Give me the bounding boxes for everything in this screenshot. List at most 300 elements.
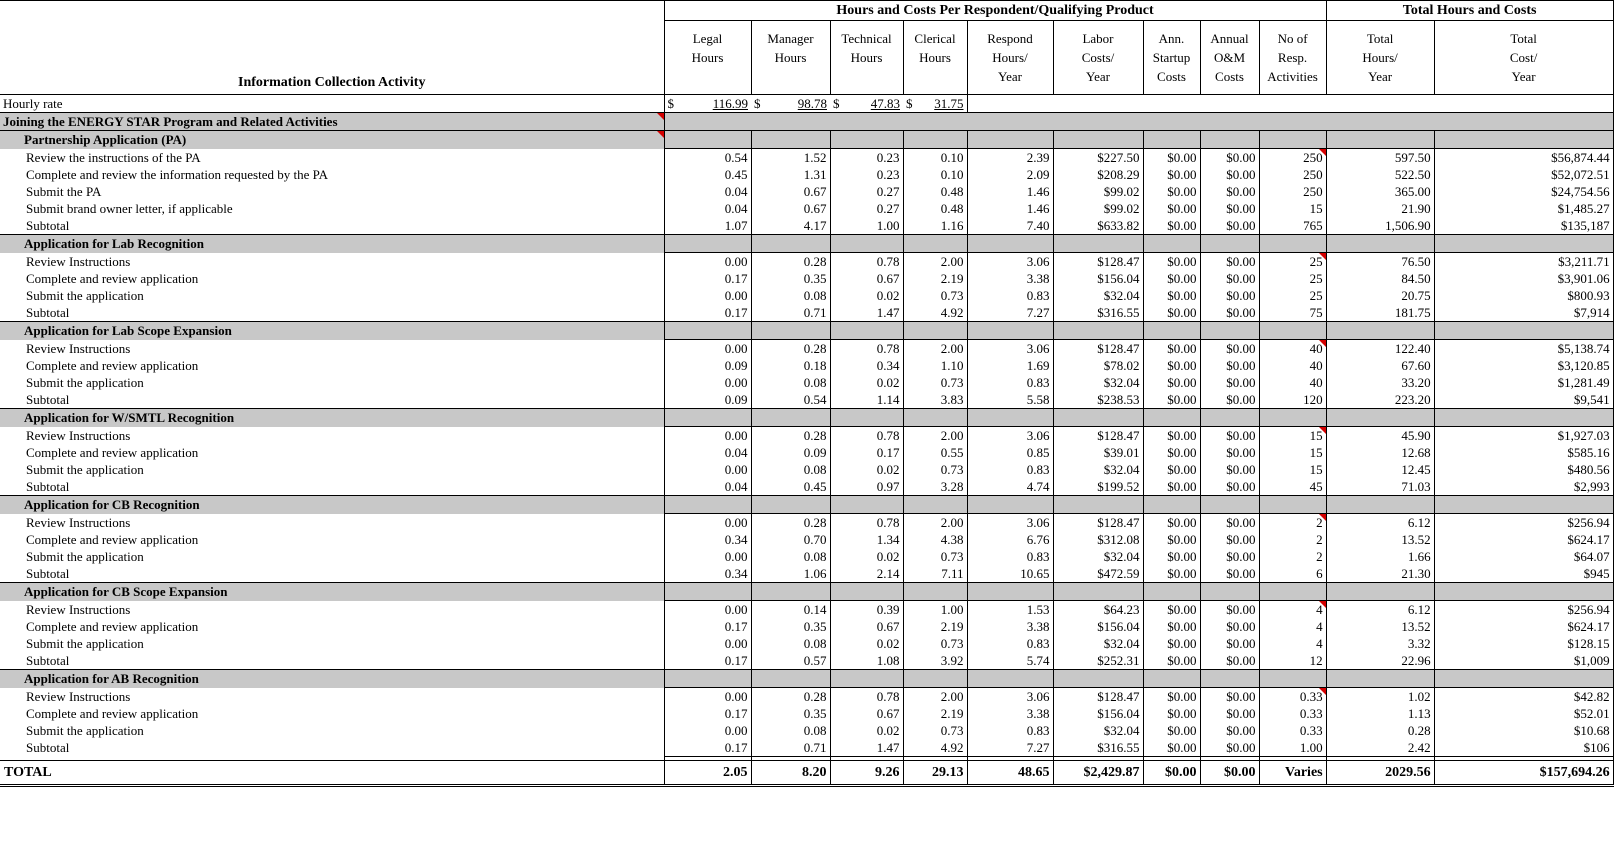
group-header-cell: [664, 409, 751, 427]
table-row: [0, 722, 1613, 739]
value-cell: 2: [1259, 514, 1326, 532]
value-cell: 0.78: [830, 514, 903, 532]
group-header-cell: [830, 235, 903, 253]
section-title: Joining the ENERGY STAR Program and Related Activities: [0, 113, 664, 131]
table-row: [0, 548, 1613, 565]
value-cell: 0.73: [903, 722, 967, 739]
value-cell: 0.09: [664, 391, 751, 409]
value-cell: $32.04: [1053, 722, 1143, 739]
value-cell: $0.00: [1143, 688, 1200, 706]
value-cell: $32.04: [1053, 635, 1143, 652]
value-cell: 0.97: [830, 478, 903, 496]
value-cell: $0.00: [1143, 705, 1200, 722]
value-cell: $1,281.49: [1434, 374, 1613, 391]
value-cell: $0.00: [1200, 705, 1259, 722]
group-title-application-for-ab-recognition: Application for AB Recognition: [0, 670, 664, 688]
value-cell: 0.33: [1259, 705, 1326, 722]
value-cell: 4.92: [903, 739, 967, 757]
group-header-cell: [903, 670, 967, 688]
value-cell: $0.00: [1143, 200, 1200, 217]
value-cell: 0.08: [751, 548, 830, 565]
activity-label: Submit the application: [26, 723, 144, 738]
activity-label: Complete and review the information requested by the PA: [26, 167, 329, 182]
group-title-application-for-cb-scope-expansion: Application for CB Scope Expansion: [0, 583, 664, 601]
value-cell: 0.09: [751, 444, 830, 461]
value-cell: 0.83: [967, 635, 1053, 652]
value-cell: 25: [1259, 253, 1326, 271]
value-cell: $0.00: [1143, 287, 1200, 304]
table-row: [0, 635, 1613, 652]
activity-label: Review the instructions of the PA: [26, 149, 201, 165]
value-cell: 2.00: [903, 340, 967, 358]
value-cell: $32.04: [1053, 374, 1143, 391]
group-header-cell: [830, 131, 903, 149]
value-cell: $0.00: [1200, 688, 1259, 706]
value-cell: 0.33: [1259, 688, 1326, 706]
activity-label: Complete and review application: [26, 532, 199, 547]
group-header-cell: [967, 131, 1053, 149]
value-cell: $128.47: [1053, 253, 1143, 271]
value-cell: 4: [1259, 618, 1326, 635]
total-value: 48.65: [967, 761, 1053, 786]
value-cell: $0.00: [1200, 427, 1259, 445]
total-value: Varies: [1259, 761, 1326, 786]
group-header-cell: [1434, 583, 1613, 601]
value-cell: 0.08: [751, 287, 830, 304]
value-cell: 0.35: [751, 618, 830, 635]
value-cell: 0.67: [751, 200, 830, 217]
value-cell: 2.19: [903, 618, 967, 635]
value-cell: 12: [1259, 652, 1326, 670]
value-cell: $0.00: [1200, 444, 1259, 461]
value-cell: 71.03: [1326, 478, 1434, 496]
value-cell: 0.27: [830, 183, 903, 200]
group-header-cell: [751, 131, 830, 149]
group-header-row: [0, 235, 1613, 253]
group-header-cell: [751, 409, 830, 427]
value-cell: $208.29: [1053, 166, 1143, 183]
hourly-rate-legal: $ 116.99: [664, 95, 751, 113]
comment-marker-icon[interactable]: [1319, 149, 1326, 156]
activity-label: Complete and review application: [26, 445, 199, 460]
value-cell: 2: [1259, 548, 1326, 565]
value-cell: 1.07: [664, 217, 751, 235]
value-cell: $0.00: [1200, 217, 1259, 235]
value-cell: 0.67: [830, 705, 903, 722]
group-header-cell: [903, 235, 967, 253]
value-cell: 0.54: [664, 149, 751, 167]
value-cell: 1.53: [967, 601, 1053, 619]
group-header-cell: [1143, 409, 1200, 427]
value-cell: 6.76: [967, 531, 1053, 548]
value-cell: 0.00: [664, 253, 751, 271]
subtotal-row: [0, 217, 1613, 235]
activity-label: Subtotal: [26, 305, 70, 320]
activity-label: Submit brand owner letter, if applicable: [26, 201, 233, 216]
value-cell: $0.00: [1200, 722, 1259, 739]
value-cell: $0.00: [1200, 601, 1259, 619]
col-header-line: Total: [1366, 31, 1394, 46]
value-cell: 0.00: [664, 340, 751, 358]
value-cell: 0.35: [751, 270, 830, 287]
col-header-line: Respond: [987, 31, 1033, 46]
value-cell: 7.40: [967, 217, 1053, 235]
activity-label: Subtotal: [26, 479, 70, 494]
group-header-cell: [830, 583, 903, 601]
group-header-cell: [903, 496, 967, 514]
group-header-cell: [664, 235, 751, 253]
value-cell: 7.27: [967, 739, 1053, 757]
value-cell: $0.00: [1200, 514, 1259, 532]
value-cell: $0.00: [1200, 166, 1259, 183]
value-cell: $0.00: [1200, 270, 1259, 287]
value-cell: $0.00: [1200, 618, 1259, 635]
value-cell: 0.73: [903, 374, 967, 391]
value-cell: 250: [1259, 183, 1326, 200]
value-cell: 2.39: [967, 149, 1053, 167]
value-cell: $0.00: [1143, 478, 1200, 496]
activity-label: Complete and review application: [26, 358, 199, 373]
col-header-line: Manager: [767, 31, 814, 46]
value-cell: $42.82: [1434, 688, 1613, 706]
value-cell: $0.00: [1143, 461, 1200, 478]
value-cell: $0.00: [1143, 618, 1200, 635]
table-row: [0, 601, 1613, 619]
value-cell: 0.02: [830, 722, 903, 739]
activity-label: Subtotal: [26, 740, 70, 756]
value-cell: $52,072.51: [1434, 166, 1613, 183]
value-cell: $0.00: [1143, 652, 1200, 670]
value-cell: $9,541: [1434, 391, 1613, 409]
value-cell: 0.17: [664, 739, 751, 757]
group-header-cell: [664, 322, 751, 340]
total-row: [0, 761, 1613, 786]
value-cell: $64.07: [1434, 548, 1613, 565]
value-cell: $256.94: [1434, 601, 1613, 619]
value-cell: 1.47: [830, 739, 903, 757]
value-cell: 0.04: [664, 444, 751, 461]
col-header-total-hours: [1326, 21, 1434, 95]
value-cell: 3.83: [903, 391, 967, 409]
comment-marker-icon[interactable]: [1319, 253, 1326, 260]
group-title-application-for-cb-recognition: Application for CB Recognition: [0, 496, 664, 514]
col-header-line: Labor: [1082, 31, 1114, 46]
group-header-cell: [664, 583, 751, 601]
value-cell: $0.00: [1143, 183, 1200, 200]
value-cell: $0.00: [1200, 183, 1259, 200]
col-header-legal-hours: [664, 21, 751, 95]
value-cell: 0.17: [664, 270, 751, 287]
value-cell: $0.00: [1143, 514, 1200, 532]
activity-label: Review Instructions: [26, 601, 131, 617]
group-header-cell: [1326, 235, 1434, 253]
table-row: [0, 287, 1613, 304]
value-cell: $0.00: [1143, 565, 1200, 583]
group-header-cell: [1053, 496, 1143, 514]
value-cell: 0.14: [751, 601, 830, 619]
col-header-line: Technical: [841, 31, 892, 46]
group-header-cell: [751, 322, 830, 340]
group-header-cell: [1143, 496, 1200, 514]
group-header-cell: [1143, 235, 1200, 253]
col-header-line: Costs: [1157, 69, 1186, 84]
table-row: [0, 340, 1613, 358]
group-header-cell: [967, 409, 1053, 427]
activity-label: Review Instructions: [26, 688, 131, 704]
group-header-row: [0, 670, 1613, 688]
value-cell: 0.83: [967, 548, 1053, 565]
total-value: 29.13: [903, 761, 967, 786]
group-header-cell: [830, 496, 903, 514]
value-cell: 250: [1259, 166, 1326, 183]
value-cell: 0.00: [664, 374, 751, 391]
group-header-cell: [1326, 131, 1434, 149]
value-cell: 0.09: [664, 357, 751, 374]
value-cell: 0.17: [664, 304, 751, 322]
group-header-per-respondent: Hours and Costs Per Respondent/Qualifying Product: [664, 1, 1326, 21]
col-header-total-cost: [1434, 21, 1613, 95]
group-header-cell: [1200, 496, 1259, 514]
value-cell: 0.10: [903, 149, 967, 167]
activity-label: Review Instructions: [26, 427, 131, 443]
value-cell: 3.06: [967, 427, 1053, 445]
group-header-cell: [1434, 496, 1613, 514]
value-cell: 1.34: [830, 531, 903, 548]
value-cell: 7.27: [967, 304, 1053, 322]
value-cell: $316.55: [1053, 739, 1143, 757]
value-cell: 765: [1259, 217, 1326, 235]
value-cell: 0.02: [830, 635, 903, 652]
value-cell: 2.00: [903, 688, 967, 706]
group-header-cell: [1259, 409, 1326, 427]
value-cell: 122.40: [1326, 340, 1434, 358]
value-cell: 0.02: [830, 287, 903, 304]
total-value: 9.26: [830, 761, 903, 786]
value-cell: $0.00: [1143, 635, 1200, 652]
group-header-cell: [903, 409, 967, 427]
value-cell: 13.52: [1326, 531, 1434, 548]
group-header-cell: [751, 583, 830, 601]
comment-marker-icon[interactable]: [1319, 427, 1326, 434]
value-cell: $24,754.56: [1434, 183, 1613, 200]
group-header-cell: [903, 322, 967, 340]
activity-label: Review Instructions: [26, 253, 131, 269]
group-header-cell: [1434, 322, 1613, 340]
value-cell: 3.38: [967, 618, 1053, 635]
group-header-cell: [1434, 409, 1613, 427]
value-cell: 0.83: [967, 287, 1053, 304]
value-cell: 22.96: [1326, 652, 1434, 670]
value-cell: 1.69: [967, 357, 1053, 374]
value-cell: 0.83: [967, 722, 1053, 739]
value-cell: $156.04: [1053, 270, 1143, 287]
value-cell: $0.00: [1143, 357, 1200, 374]
col-header-line: Hours: [774, 50, 807, 65]
group-header-cell: [1434, 131, 1613, 149]
group-header-cell: [751, 670, 830, 688]
value-cell: 12.45: [1326, 461, 1434, 478]
value-cell: 1.16: [903, 217, 967, 235]
table-row: [0, 200, 1613, 217]
group-title-application-for-lab-scope-expansion: Application for Lab Scope Expansion: [0, 322, 664, 340]
group-header-cell: [1053, 322, 1143, 340]
value-cell: $624.17: [1434, 618, 1613, 635]
table-row: [0, 270, 1613, 287]
value-cell: 0.35: [751, 705, 830, 722]
value-cell: 1.52: [751, 149, 830, 167]
col-header-line: Hours/: [1362, 50, 1398, 65]
col-header-line: Hours/: [992, 50, 1028, 65]
value-cell: $0.00: [1143, 374, 1200, 391]
value-cell: $800.93: [1434, 287, 1613, 304]
table-row: [0, 183, 1613, 200]
value-cell: 4.74: [967, 478, 1053, 496]
value-cell: 0.67: [830, 270, 903, 287]
col-header-line: Startup: [1152, 50, 1191, 65]
value-cell: 33.20: [1326, 374, 1434, 391]
group-header-cell: [664, 131, 751, 149]
value-cell: $99.02: [1053, 200, 1143, 217]
value-cell: $199.52: [1053, 478, 1143, 496]
value-cell: $0.00: [1143, 722, 1200, 739]
value-cell: $480.56: [1434, 461, 1613, 478]
group-header-cell: [830, 322, 903, 340]
value-cell: 0.17: [664, 618, 751, 635]
value-cell: $227.50: [1053, 149, 1143, 167]
total-value: 2.05: [664, 761, 751, 786]
value-cell: $106: [1434, 739, 1613, 757]
value-cell: 45.90: [1326, 427, 1434, 445]
table-row: [0, 461, 1613, 478]
activity-label: Review Instructions: [26, 514, 131, 530]
col-header-om-costs: [1200, 21, 1259, 95]
comment-marker-icon[interactable]: [1319, 514, 1326, 521]
group-header-cell: [1053, 670, 1143, 688]
group-header-cell: [967, 670, 1053, 688]
value-cell: $0.00: [1200, 652, 1259, 670]
hourly-rate-technical: $ 47.83: [830, 95, 903, 113]
value-cell: 0.28: [751, 253, 830, 271]
value-cell: 1.00: [830, 217, 903, 235]
value-cell: 1.00: [903, 601, 967, 619]
col-header-line: Costs/: [1081, 50, 1115, 65]
table-row: [0, 427, 1613, 445]
value-cell: 0.70: [751, 531, 830, 548]
value-cell: 0.28: [751, 427, 830, 445]
value-cell: 0.10: [903, 166, 967, 183]
value-cell: 0.00: [664, 427, 751, 445]
value-cell: $0.00: [1200, 149, 1259, 167]
group-header-row: [0, 583, 1613, 601]
total-label: TOTAL: [0, 761, 664, 786]
value-cell: $3,901.06: [1434, 270, 1613, 287]
value-cell: 45: [1259, 478, 1326, 496]
value-cell: 0.23: [830, 166, 903, 183]
value-cell: 0.34: [664, 565, 751, 583]
value-cell: $156.04: [1053, 705, 1143, 722]
value-cell: $238.53: [1053, 391, 1143, 409]
value-cell: 10.65: [967, 565, 1053, 583]
comment-marker-icon[interactable]: [1319, 340, 1326, 347]
value-cell: $252.31: [1053, 652, 1143, 670]
value-cell: 0.23: [830, 149, 903, 167]
value-cell: 7.11: [903, 565, 967, 583]
value-cell: 0.17: [664, 652, 751, 670]
comment-marker-icon[interactable]: [657, 113, 664, 120]
subtotal-row: [0, 478, 1613, 496]
subtotal-row: [0, 739, 1613, 757]
col-header-manager-hours: [751, 21, 830, 95]
comment-marker-icon[interactable]: [1319, 688, 1326, 695]
value-cell: 0.28: [751, 340, 830, 358]
value-cell: $0.00: [1143, 601, 1200, 619]
activity-label: Complete and review application: [26, 271, 199, 286]
value-cell: 3.28: [903, 478, 967, 496]
activity-column-header: Information Collection Activity: [0, 21, 664, 95]
group-header-cell: [967, 322, 1053, 340]
group-header-cell: [1143, 670, 1200, 688]
value-cell: 0.78: [830, 253, 903, 271]
col-header-line: Year: [1511, 69, 1536, 84]
value-cell: 15: [1259, 427, 1326, 445]
comment-marker-icon[interactable]: [1319, 601, 1326, 608]
group-header-cell: [1259, 496, 1326, 514]
value-cell: 1.06: [751, 565, 830, 583]
value-cell: 0.17: [664, 705, 751, 722]
value-cell: 3.32: [1326, 635, 1434, 652]
group-header-cell: [1200, 670, 1259, 688]
col-header-line: Cost/: [1509, 50, 1538, 65]
activity-label: Complete and review application: [26, 706, 199, 721]
value-cell: 0.71: [751, 739, 830, 757]
value-cell: $0.00: [1200, 531, 1259, 548]
activity-label: Complete and review application: [26, 619, 199, 634]
value-cell: 0.78: [830, 427, 903, 445]
value-cell: $32.04: [1053, 287, 1143, 304]
value-cell: 40: [1259, 357, 1326, 374]
value-cell: $3,211.71: [1434, 253, 1613, 271]
group-header-cell: [1053, 131, 1143, 149]
activity-label: Submit the application: [26, 462, 144, 477]
value-cell: 1.14: [830, 391, 903, 409]
value-cell: 1.10: [903, 357, 967, 374]
comment-marker-icon[interactable]: [657, 131, 664, 138]
group-header-cell: [1259, 235, 1326, 253]
value-cell: $0.00: [1200, 287, 1259, 304]
value-cell: $64.23: [1053, 601, 1143, 619]
total-value: 2029.56: [1326, 761, 1434, 786]
value-cell: $0.00: [1143, 548, 1200, 565]
subtotal-row: [0, 304, 1613, 322]
group-header-cell: [664, 670, 751, 688]
value-cell: 0.04: [664, 478, 751, 496]
group-header-cell: [1053, 583, 1143, 601]
value-cell: 1.66: [1326, 548, 1434, 565]
table-row: [0, 531, 1613, 548]
col-header-line: O&M: [1213, 50, 1246, 65]
value-cell: $135,187: [1434, 217, 1613, 235]
value-cell: 1.08: [830, 652, 903, 670]
value-cell: 0.28: [1326, 722, 1434, 739]
value-cell: 1.13: [1326, 705, 1434, 722]
value-cell: 12.68: [1326, 444, 1434, 461]
value-cell: 40: [1259, 374, 1326, 391]
value-cell: 0.54: [751, 391, 830, 409]
value-cell: 25: [1259, 287, 1326, 304]
group-title-application-for-lab-recognition: Application for Lab Recognition: [0, 235, 664, 253]
group-header-cell: [1434, 670, 1613, 688]
value-cell: $0.00: [1200, 357, 1259, 374]
